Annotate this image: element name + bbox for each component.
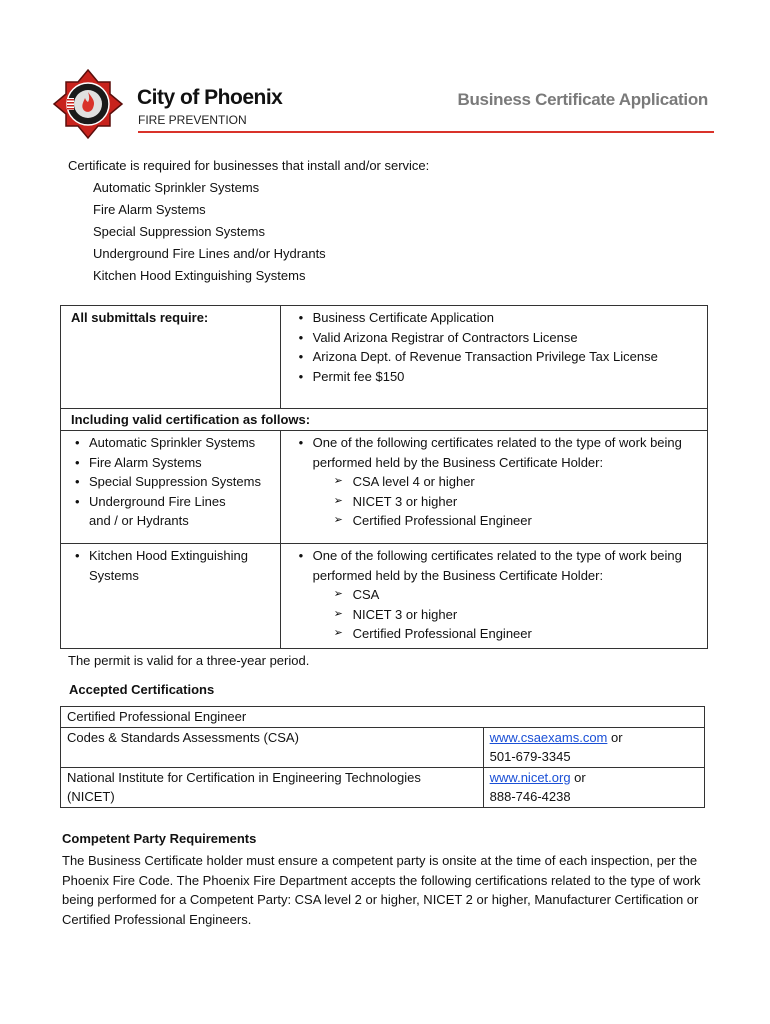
list-item: ➢ CSA level 4 or higher <box>353 472 707 492</box>
table-row <box>61 727 705 767</box>
list-item: • Valid Arizona Registrar of Contractors License <box>313 328 707 348</box>
group1-certs-cell <box>280 431 707 544</box>
list-item: • Automatic Sprinkler Systems <box>89 433 265 453</box>
list-item: Kitchen Hood Extinguishing Systems <box>93 268 306 283</box>
cert-contact-cell <box>483 727 704 767</box>
table-row <box>61 409 708 431</box>
list-item: • Underground Fire Lines and / or Hydrants <box>89 492 229 531</box>
cert-contact-cell <box>483 767 704 807</box>
competent-party-text: The Business Certificate holder must ensure a competent party is onsite at the time of each inspection, per the Phoenix Fire Code. The Phoenix Fire Department accepts the following certifications related to the type of work being performed for a Competent Party: CSA level 2 or higher, NICET 2 or higher, Manufacturer Certification or Certified Professional Engineers. <box>62 853 701 927</box>
nicet-website-link[interactable]: www.nicet.org <box>489 769 571 785</box>
cert-name: Codes & Standards Assessments (CSA) <box>67 729 299 745</box>
cert-name-cell <box>61 767 484 807</box>
dept-name: FIRE PREVENTION <box>138 113 247 127</box>
submittals-label: All submittals require: <box>71 310 209 325</box>
intro-systems-list <box>93 177 326 287</box>
list-item: • Arizona Dept. of Revenue Transaction Privilege Tax License <box>313 347 707 367</box>
csa-phone: 501-679-3345 <box>489 749 571 764</box>
list-item: ➢ Certified Professional Engineer <box>353 511 707 531</box>
group2-systems-cell <box>61 544 281 649</box>
header-divider <box>138 131 714 133</box>
list-item: ➢ NICET 3 or higher <box>353 605 707 625</box>
cert-name: Certified Professional Engineer <box>67 709 247 724</box>
table-row <box>61 707 705 728</box>
list-item: • Special Suppression Systems <box>89 472 265 492</box>
org-name: City of Phoenix <box>137 86 283 109</box>
list-item: ➢ NICET 3 or higher <box>353 492 707 512</box>
accepted-heading: Accepted Certifications <box>69 682 215 697</box>
group1-systems-cell <box>61 431 281 544</box>
cert-heading: Including valid certification as follows: <box>71 412 311 427</box>
group1-lead: • One of the following certificates related to the type of work being performed held by the Business Certificate Holder: <box>313 433 683 472</box>
list-item: ➢ CSA <box>353 585 707 605</box>
list-item: • Permit fee $150 <box>313 367 707 387</box>
group2-lead: • One of the following certificates related to the type of work being performed held by the Business Certificate Holder: <box>313 546 683 585</box>
submittals-list-cell <box>280 306 707 409</box>
cert-name-cell <box>61 727 484 767</box>
list-item: Special Suppression Systems <box>93 224 265 239</box>
list-item: Underground Fire Lines and/or Hydrants <box>93 246 326 261</box>
submittals-label-cell <box>61 306 281 409</box>
nicet-phone: 888-746-4238 <box>489 789 571 804</box>
group2-certs-cell <box>280 544 707 649</box>
table-row <box>61 431 708 544</box>
link-suffix: or <box>607 729 623 745</box>
intro-lead: Certificate is required for businesses that install and/or service: <box>68 158 430 173</box>
list-item: • Business Certificate Application <box>313 308 707 328</box>
link-suffix: or <box>570 769 586 785</box>
accepted-certifications-table <box>60 706 705 808</box>
validity-note: The permit is valid for a three-year period. <box>68 653 310 668</box>
list-item: • Fire Alarm Systems <box>89 453 265 473</box>
list-item: ➢ Certified Professional Engineer <box>353 624 707 644</box>
table-row <box>61 544 708 649</box>
competent-party-heading: Competent Party Requirements <box>62 831 257 846</box>
cert-name-cell <box>61 707 705 728</box>
cert-name: National Institute for Certification in Engineering Technologies (NICET) <box>67 769 421 804</box>
requirements-table <box>60 305 708 649</box>
csa-website-link[interactable]: www.csaexams.com <box>489 729 608 745</box>
cert-heading-cell <box>61 409 708 431</box>
fire-department-logo <box>52 68 124 140</box>
table-row <box>61 767 705 807</box>
document-title: Business Certificate Application <box>457 90 708 109</box>
list-item: Fire Alarm Systems <box>93 202 206 217</box>
list-item: • Kitchen Hood Extinguishing Systems <box>89 546 265 585</box>
list-item: Automatic Sprinkler Systems <box>93 180 260 195</box>
table-row <box>61 306 708 409</box>
